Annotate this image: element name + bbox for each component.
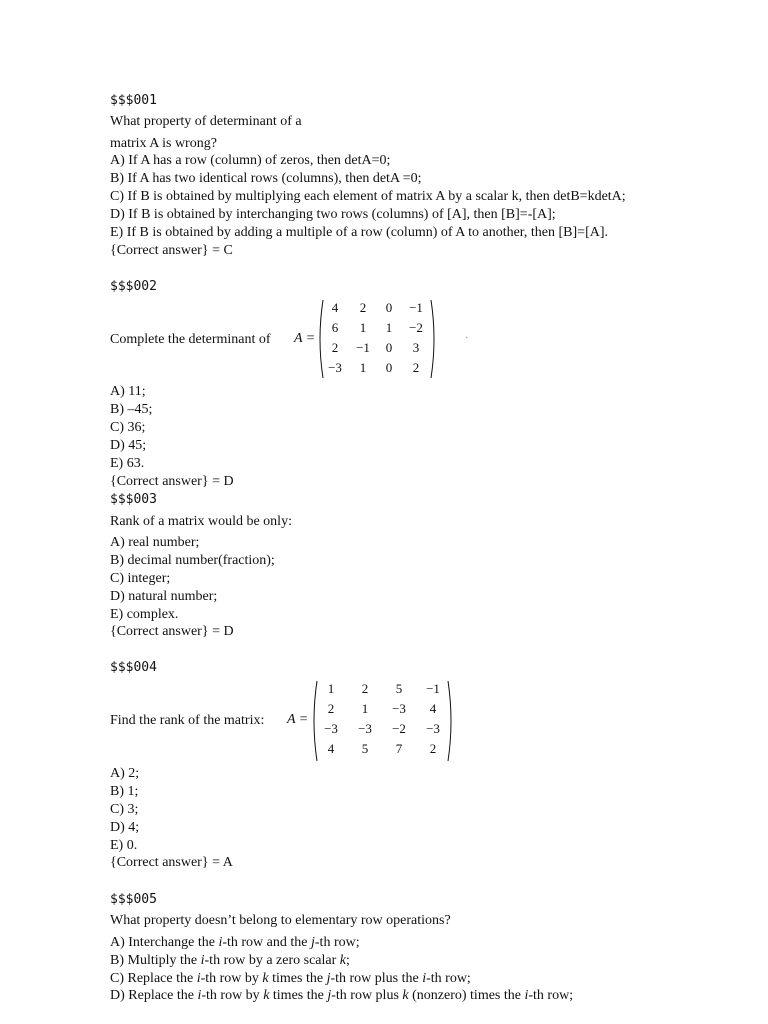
q2-matrix-cell: 6 <box>331 320 339 335</box>
q3-option-d: D) natural number; <box>110 589 218 604</box>
q4-matrix-cell: −1 <box>426 681 440 696</box>
q4-option-d: D) 4; <box>110 820 140 835</box>
q4-matrix-cell: 1 <box>361 701 369 716</box>
q3-correct-answer: {Correct answer} = D <box>110 624 234 639</box>
q4-option-b: B) 1; <box>110 784 139 799</box>
q2-matrix-cell: −1 <box>356 340 370 355</box>
q2-option-a: A) 11; <box>110 384 146 399</box>
q4-matrix-cell: 5 <box>361 741 369 756</box>
q2-matrix-cell: 1 <box>359 320 367 335</box>
q5-option-d: D) Replace the i-th row by k times the j-th row plus k (nonzero) times the i-th row; <box>110 988 574 1003</box>
q4-matrix-cell: 2 <box>327 701 335 716</box>
q2-matrix <box>316 298 438 380</box>
q5-option-a: A) Interchange the i-th row and the j-th row; <box>110 935 360 950</box>
q2-stray-mark: · <box>465 333 469 344</box>
q4-option-e: E) 0. <box>110 838 138 853</box>
q2-matrix-cell: −2 <box>409 320 423 335</box>
q3-option-a: A) real number; <box>110 535 200 550</box>
q4-stem: Find the rank of the matrix: <box>110 713 265 728</box>
q2-matrix-cell: 0 <box>385 300 393 315</box>
q2-matrix-cell: −1 <box>409 300 423 315</box>
q4-matrix-cell: −3 <box>426 721 440 736</box>
q4-matrix-cell: 7 <box>395 741 403 756</box>
q5-id: $$$005 <box>110 892 157 907</box>
q2-matrix-cell: 2 <box>412 360 420 375</box>
q4-correct-answer: {Correct answer} = A <box>110 855 233 870</box>
q5-option-b: B) Multiply the i-th row by a zero scalar k; <box>110 953 350 968</box>
q3-option-b: B) decimal number(fraction); <box>110 553 275 568</box>
q3-option-e: E) complex. <box>110 607 179 622</box>
q4-matrix-cell: −3 <box>392 701 406 716</box>
q4-matrix-cell: −3 <box>358 721 372 736</box>
q2-matrix-cell: 3 <box>412 340 420 355</box>
q2-matrix-cell: 2 <box>359 300 367 315</box>
q2-matrix-cell: 4 <box>331 300 339 315</box>
q2-matrix-cell: −3 <box>328 360 342 375</box>
q5-option-c: C) Replace the i-th row by k times the j-th row plus the i-th row; <box>110 971 471 986</box>
q4-matrix-cell: −3 <box>324 721 338 736</box>
q2-correct-answer: {Correct answer} = D <box>110 474 234 489</box>
q2-option-b: B) –45; <box>110 402 153 417</box>
q4-matrix-cell: 1 <box>327 681 335 696</box>
q1-id: $$$001 <box>110 93 157 108</box>
q4-matrix-cell: 2 <box>361 681 369 696</box>
q1-correct-answer: {Correct answer} = C <box>110 243 233 258</box>
q4-matrix-cell: 4 <box>429 701 437 716</box>
q2-matrix-cell: 2 <box>331 340 339 355</box>
q3-option-c: C) integer; <box>110 571 171 586</box>
q1-option-d: D) If B is obtained by interchanging two rows (columns) of [A], then [B]=-[A]; <box>110 207 556 222</box>
q2-matrix-variable: A = <box>294 331 316 346</box>
q1-option-c: C) If B is obtained by multiplying each element of matrix A by a scalar k, then detB=kdetA; <box>110 189 626 204</box>
q2-matrix-cell: 0 <box>385 340 393 355</box>
q2-matrix-cell: 0 <box>385 360 393 375</box>
q4-matrix <box>310 679 455 763</box>
q2-stem: Complete the determinant of <box>110 332 271 347</box>
q1-stem-line2: matrix A is wrong? <box>110 136 217 151</box>
q1-stem-line1: What property of determinant of a <box>110 114 302 129</box>
q3-id: $$$003 <box>110 492 157 507</box>
q2-option-e: E) 63. <box>110 456 145 471</box>
q2-matrix-cell: 1 <box>385 320 393 335</box>
q4-id: $$$004 <box>110 660 157 675</box>
q2-option-c: C) 36; <box>110 420 146 435</box>
q4-matrix-cell: 5 <box>395 681 403 696</box>
q4-matrix-variable: A = <box>287 712 309 727</box>
q5-stem: What property doesn’t belong to elementary row operations? <box>110 913 451 928</box>
q4-matrix-cell: 2 <box>429 741 437 756</box>
q2-matrix-cell: 1 <box>359 360 367 375</box>
q2-id: $$$002 <box>110 279 157 294</box>
q4-matrix-cell: −2 <box>392 721 406 736</box>
q3-stem: Rank of a matrix would be only: <box>110 514 292 529</box>
q1-option-a: A) If A has a row (column) of zeros, then detA=0; <box>110 153 391 168</box>
q4-option-c: C) 3; <box>110 802 139 817</box>
q4-matrix-cell: 4 <box>327 741 335 756</box>
q1-option-e: E) If B is obtained by adding a multiple of a row (column) of A to another, then [B]=[A]. <box>110 225 608 240</box>
q1-option-b: B) If A has two identical rows (columns), then detA =0; <box>110 171 422 186</box>
q4-option-a: A) 2; <box>110 766 140 781</box>
q2-option-d: D) 45; <box>110 438 147 453</box>
